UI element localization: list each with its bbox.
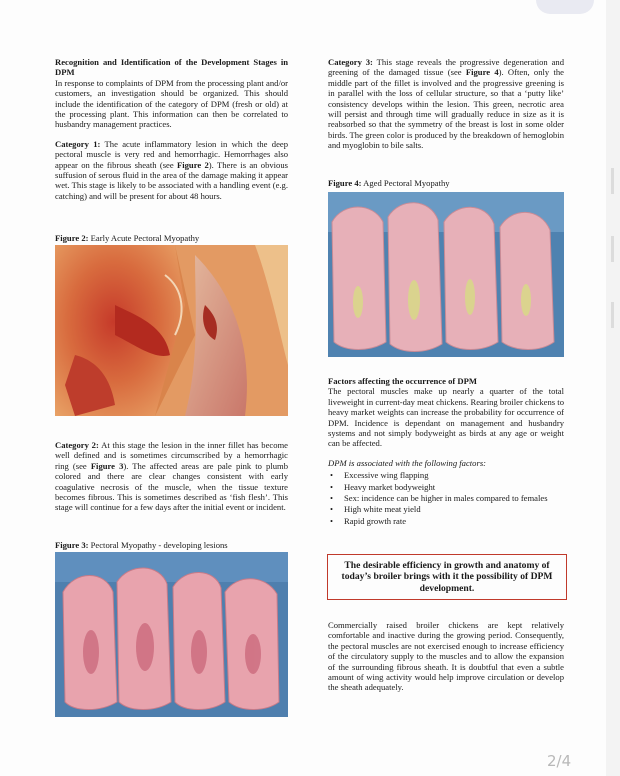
factors-intro: DPM is associated with the following factors: <box>328 457 487 468</box>
factors-list <box>328 470 564 526</box>
top-scroll-indicator <box>536 0 594 14</box>
right-column-top <box>328 57 564 151</box>
factors-paragraph: The pectoral muscles make up nearly a quarter of the total liveweight in current-day meat chickens. Rearing broiler chickens to heavy market weights can increase the probability for occurrence of DPM. Incidence is dependant on management and husbandry systems and not simply bodyweight as birds at any age or weight can be affected. <box>328 386 564 449</box>
closing-paragraph: Commercially raised broiler chickens are kept relatively comfortable and inactive during the growing period. Consequently, the pectoral muscles are not exercised enough to increase efficiency of the circulatory supply to the muscles and to allow the expansion of the surrounding fibrous sheath. It is doubtful that even a subtle amount of wing activity would help improve circulation or develop the sheath adequately. <box>328 620 564 693</box>
left-column-top <box>55 57 288 201</box>
figure-4-image <box>328 192 564 357</box>
category-2-paragraph <box>55 440 288 513</box>
category-3-paragraph <box>328 57 564 151</box>
list-item: • Excessive wing flapping <box>328 470 564 480</box>
category-3-text-cont: ). Often, only the middle part of the fillet is involved and the progressive greening is in parallel with the loss of cellular structure, so that a ‘putty like’ consistency develops within the lesion. This green, necrotic area will persist and through time will gradually reduce in size as it is reabsorbed so that the symmetry of the breast is lost in some older birds. The green color is produced by the breakdown of hemoglobin and myoglobin to bile salts. <box>328 67 564 151</box>
list-item: • Rapid growth rate <box>328 516 564 526</box>
figure-4-label: Figure 4: <box>328 178 362 188</box>
figure-3-ref[interactable]: Figure 3 <box>90 460 124 471</box>
figure-2-image <box>55 245 288 416</box>
category-2-label: Category 2: <box>55 440 99 450</box>
list-item: • Heavy market bodyweight <box>328 482 564 492</box>
category-3-text: This stage reveals the progressive degeneration and greening of the damaged tissue (see <box>328 57 564 78</box>
figure-3-caption <box>55 540 228 550</box>
section-heading: Recognition and Identification of the Development Stages in DPM <box>55 57 288 78</box>
figure-2-caption-text: Early Acute Pectoral Myopathy <box>88 233 200 243</box>
callout-box <box>327 554 567 600</box>
left-column-bottom <box>55 440 288 513</box>
figure-4-caption-text: Aged Pectoral Myopathy <box>361 178 450 188</box>
right-column-factors <box>328 376 564 527</box>
scrollbar-track[interactable] <box>606 0 620 776</box>
category-1-label: Category 1: <box>55 138 101 149</box>
category-3-label: Category 3: <box>328 57 373 67</box>
figure-2-label: Figure 2: <box>55 233 89 243</box>
right-column-closing <box>328 620 564 693</box>
figure-3-label: Figure 3: <box>55 540 89 550</box>
figure-3-image <box>55 552 288 717</box>
scrollbar-mark <box>611 236 614 262</box>
list-item: • High white meat yield <box>328 504 564 514</box>
figure-2-ref[interactable]: Figure 2 <box>177 159 209 170</box>
figure-2-caption <box>55 233 199 243</box>
factors-heading: Factors affecting the occurrence of DPM <box>328 376 477 386</box>
category-1-text: The acute inflammatory lesion in which the deep pectoral muscle is very red and hemorrhagic. Hemorrhages also appear on the fibrous sheath (see <box>55 138 288 170</box>
category-1-paragraph <box>55 139 288 201</box>
category-2-text: At this stage the lesion in the inner fillet has become well defined and is sometimes circumscribed by a hemorrhagic ring (see <box>55 440 288 471</box>
page-number: 2/4 <box>547 752 572 770</box>
scrollbar-mark <box>611 302 614 328</box>
category-1-text-cont: ). There is an obvious suffusion of serous fluid in the area of the damage making it appear wet. This stage is likely to be associated with a handling event (e.g. catching) and will be present for about 48 hours. <box>55 159 288 201</box>
intro-paragraph: In response to complaints of DPM from the processing plant and/or customers, an investigation should be organized. This should include the identification of the category of DPM (fresh or old) at the processing plant. This information can then be correlated to husbandry management practices. <box>55 77 288 130</box>
figure-3-caption-text: Pectoral Myopathy - developing lesions <box>88 540 228 550</box>
callout-text: The desirable efficiency in growth and anatomy of today’s broiler brings with it the possibility of DPM development. <box>341 559 553 594</box>
figure-4-caption <box>328 178 450 188</box>
figure-4-ref[interactable]: Figure 4 <box>465 67 499 78</box>
category-2-text-cont: ). The affected areas are pale pink to plumb colored and there are clear changes consistent with early coagulative necrosis of the muscle, when the tissue texture becomes fibrous. This is sometimes described as ‘fish flesh’. This stage will continue for a few days after the initial event or incident. <box>55 460 288 513</box>
scrollbar-mark <box>611 168 614 194</box>
list-item: • Sex: incidence can be higher in males compared to females <box>328 493 564 503</box>
